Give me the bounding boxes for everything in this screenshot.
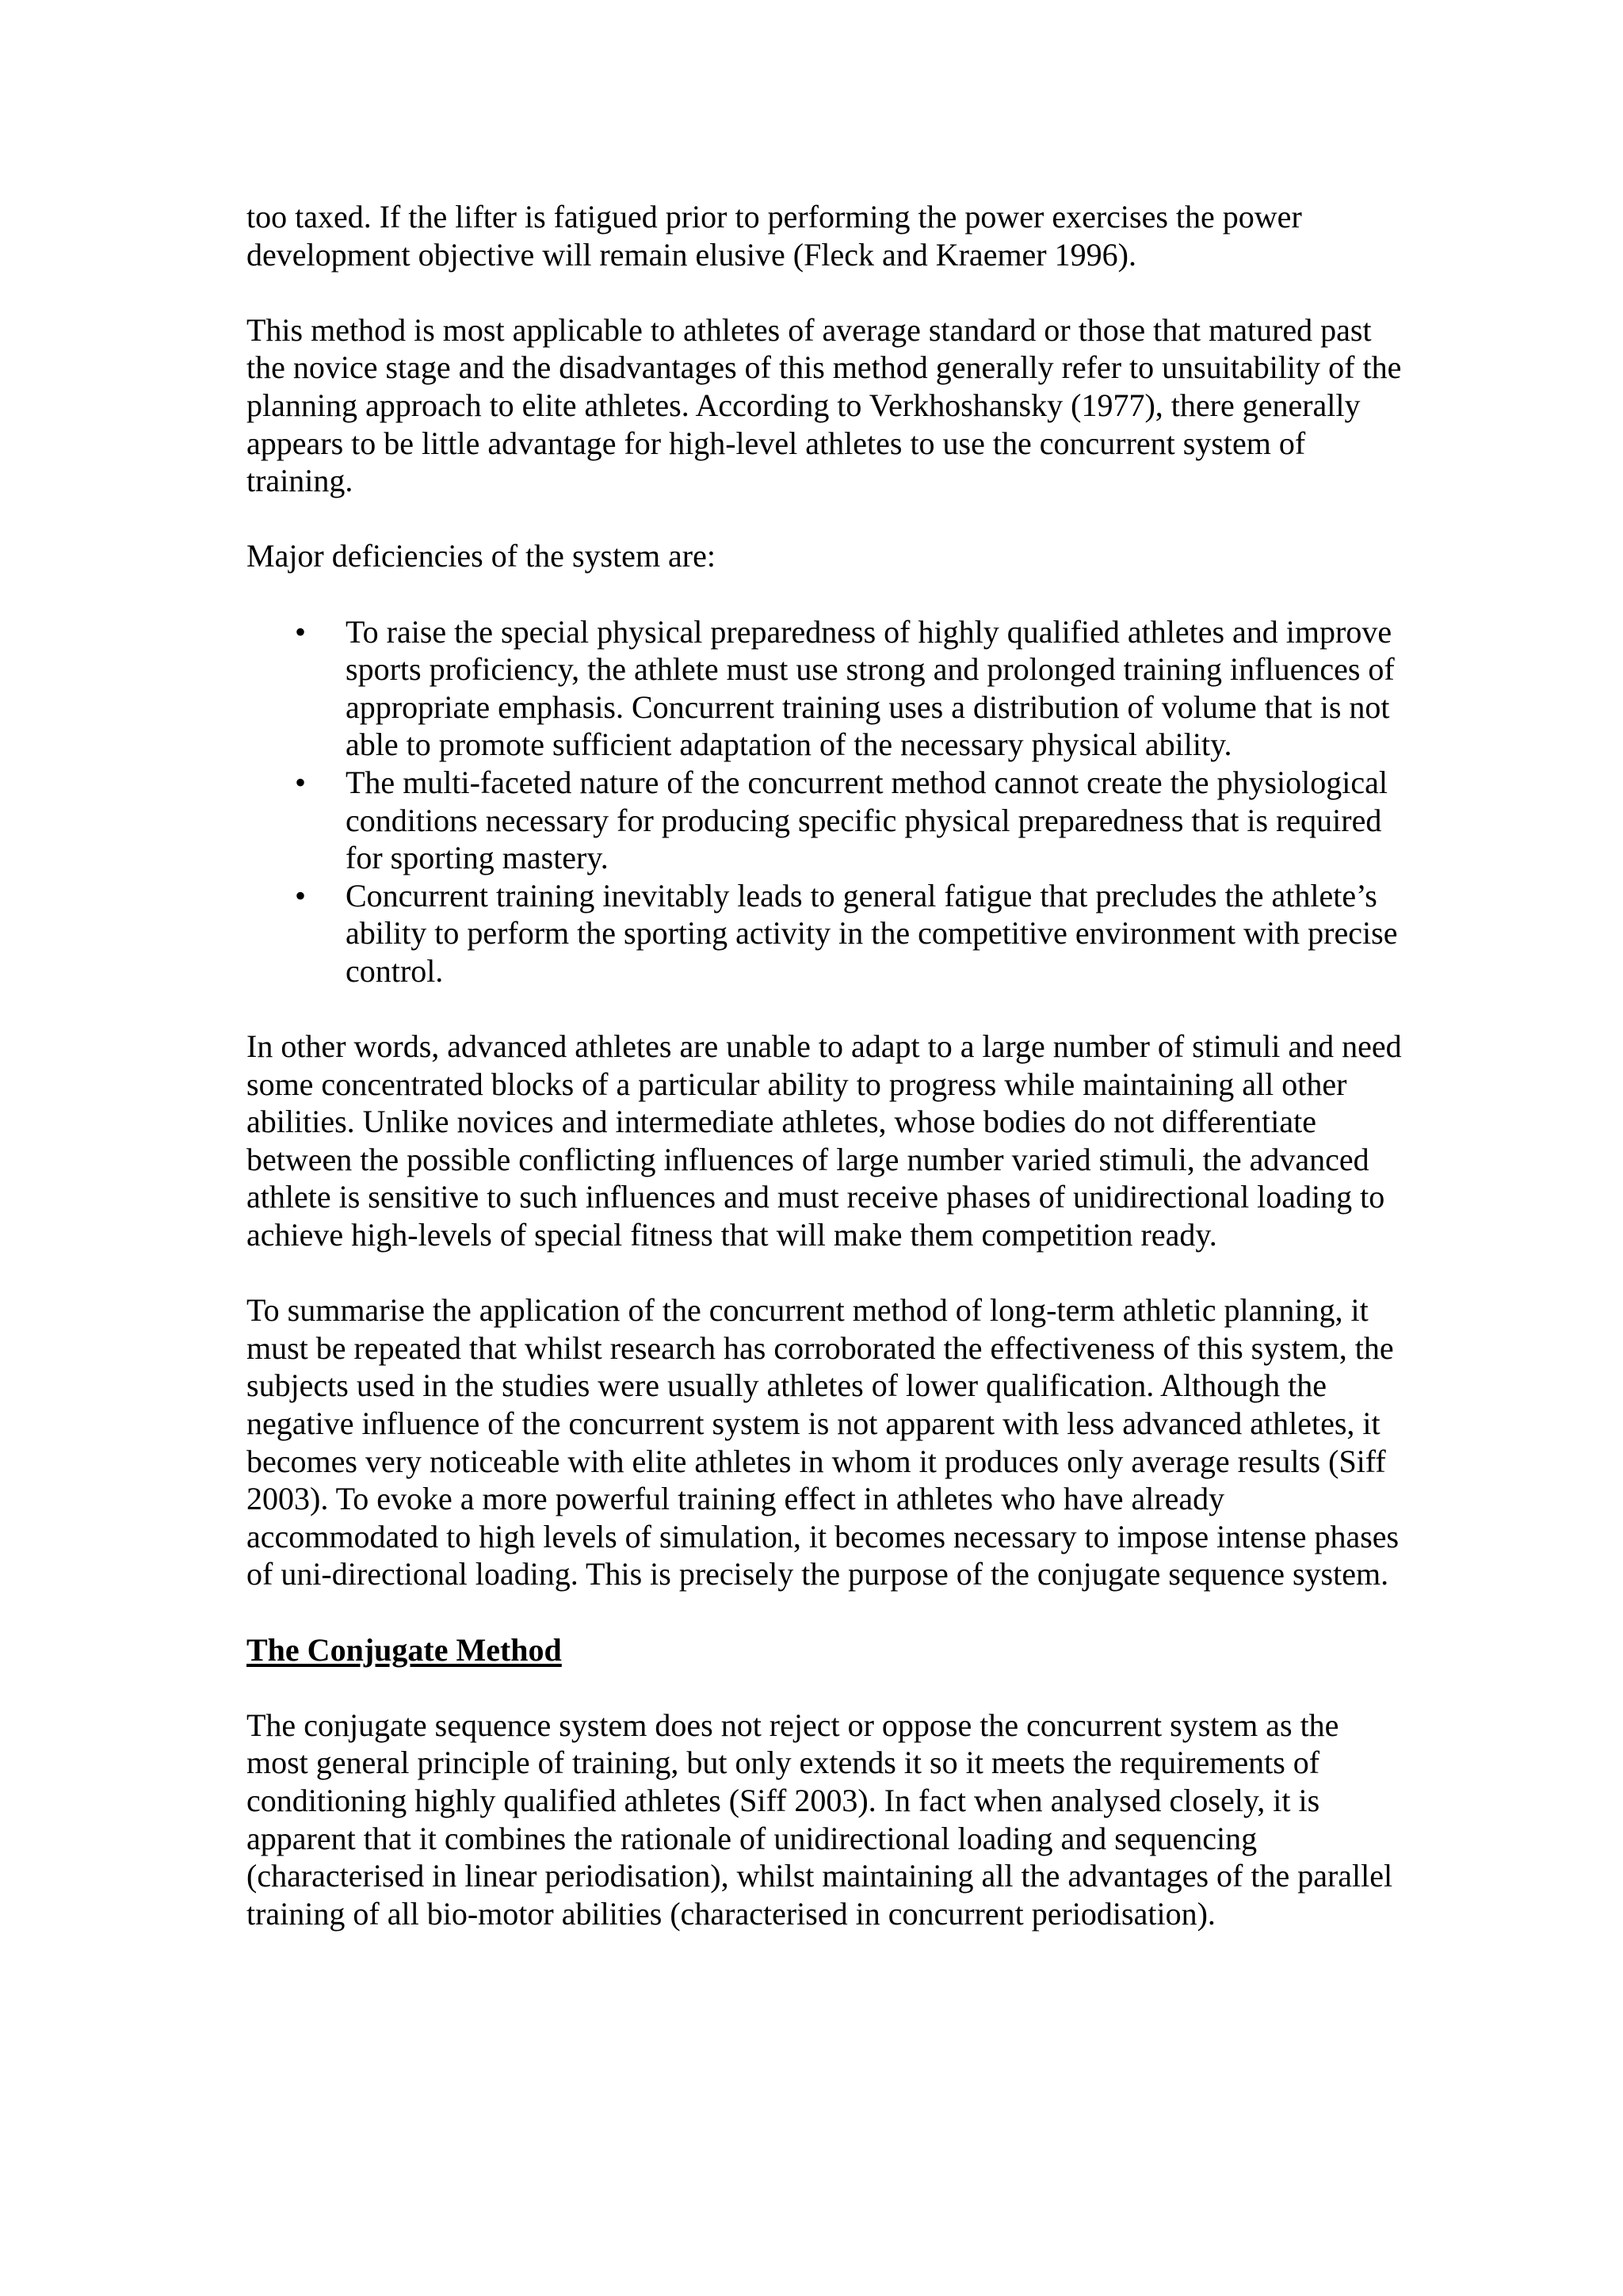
list-item-text: The multi-faceted nature of the concurrent method cannot create the physiological conditions necessary for producing specific physical preparedness that is required for sporting mastery. [346,764,1388,876]
paragraph-applicability: This method is most applicable to athletes of average standard or those that matured past the novice stage and the disadvantages of this method generally refer to unsuitability of the planning approach to elite athletes. According to Verkhoshansky (1977), there generally appears to be little advantage for high-level athletes to use the concurrent system of training. [246,311,1402,499]
section-heading: The Conjugate Method [246,1631,562,1668]
list-item-text: To raise the special physical preparedness of highly qualified athletes and improve sports proficiency, the athlete must use strong and prolonged training influences of appropriate emphasis. Concurrent training uses a distribution of volume that is not able to promote sufficient adaptation of the necessary physical ability. [346,613,1395,763]
list-item [246,764,1403,877]
list-item [246,613,1403,764]
document-page [246,198,1403,1932]
bullet-icon: • [295,877,307,913]
paragraph-continuation: too taxed. If the lifter is fatigued prior to performing the power exercises the power development objective will remain elusive (Fleck and Kraemer 1996). [246,199,1302,273]
paragraph-summary: To summarise the application of the concurrent method of long-term athletic planning, it must be repeated that whilst research has corroborated the effectiveness of this system, the subjects used in the studies were usually athletes of lower qualification. Although the negative influence of the concurrent system is not apparent with less advanced athletes, it becomes very noticeable with elite athletes in whom it produces only average results (Siff 2003). To evoke a more powerful training effect in athletes who have already accommodated to high levels of simulation, it becomes necessary to impose intense phases of uni-directional loading. This is precisely the purpose of the conjugate sequence system. [246,1292,1400,1592]
deficiencies-list [246,613,1403,990]
paragraph-conjugate: The conjugate sequence system does not reject or oppose the concurrent system as the most general principle of training, but only extends it so it meets the requirements of conditioning highly qualified athletes (Siff 2003). In fact when analysed closely, it is apparent that it combines the rationale of unidirectional loading and sequencing (characterised in linear periodisation), whilst maintaining all the advantages of the parallel training of all bio-motor abilities (characterised in concurrent periodisation). [246,1707,1393,1932]
bullet-icon: • [295,613,307,650]
list-item [246,877,1403,990]
paragraph-other-words: In other words, advanced athletes are unable to adapt to a large number of stimuli and need some concentrated blocks of a particular ability to progress while maintaining all other abilities. Unlike novices and intermediate athletes, whose bodies do not differentiate between the possible conflicting influences of large number varied stimuli, the advanced athlete is sensitive to such influences and must receive phases of unidirectional loading to achieve high-levels of special fitness that will make them competition ready. [246,1028,1402,1253]
list-item-text: Concurrent training inevitably leads to general fatigue that precludes the athlete’s ability to perform the sporting activity in the competitive environment with precise control. [346,877,1398,989]
paragraph-deficiencies-intro: Major deficiencies of the system are: [246,538,716,574]
bullet-icon: • [295,764,307,800]
